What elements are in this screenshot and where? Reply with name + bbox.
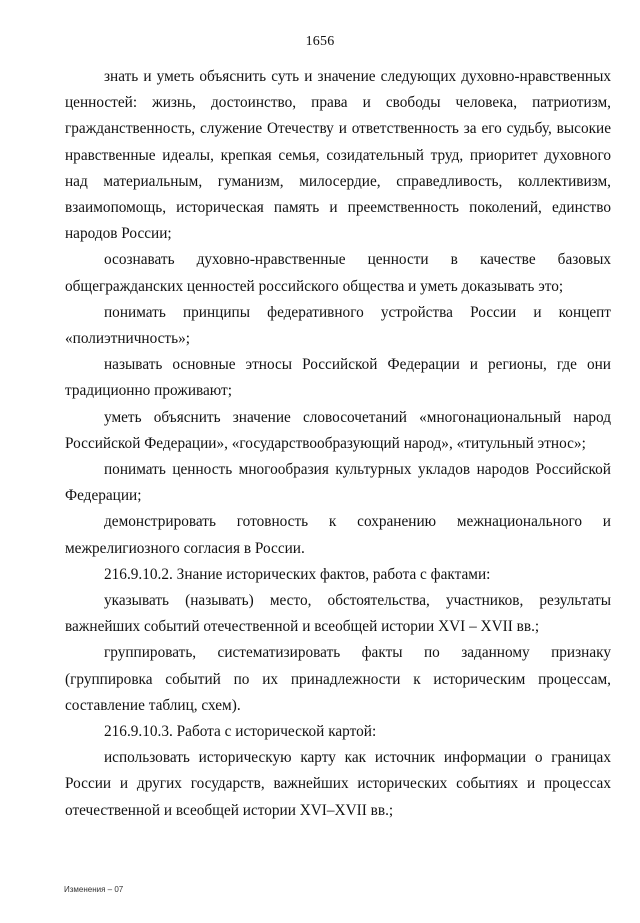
paragraph-phrases-meaning: уметь объяснить значение словосочетаний «многонациональный народ Российской Федерации», «государствообразующий народ», «титульный этнос»; [65,408,611,452]
document-body [65,64,611,824]
paragraph-events: указывать (называть) место, обстоятельства, участников, результаты важнейших событий отечественной и всеобщей истории XVI – XVII вв.; [65,592,611,636]
paragraph-cultural-diversity: понимать ценность многообразия культурных укладов народов Российской Федерации; [65,461,611,505]
paragraph-grouping-facts: группировать, систематизировать факты по заданному признаку (группировка событий по их принадлежности к историческим процессам, составление таблиц, схем). [65,644,611,714]
section-heading-historical-facts: 216.9.10.2. Знание исторических фактов, работа с фактами: [104,565,491,583]
paragraph-spiritual-values: осознавать духовно-нравственные ценности в качестве базовых общегражданских ценностей российского общества и уметь доказывать это; [65,251,611,295]
paragraph-federative-structure: понимать принципы федеративного устройства России и концепт «полиэтничность»; [65,303,611,348]
paragraph-interethnic-harmony: демонстрировать готовность к сохранению межнационального и межрелигиозного согласия в России. [65,513,611,557]
footer-revision-note: Изменения – 07 [64,885,124,894]
paragraph-historical-map: использовать историческую карту как источник информации о границах России и других государств, важнейших исторических событиях и процессах отечественной и всеобщей истории XVI–XVII вв.; [65,749,611,819]
section-heading-historical-map: 216.9.10.3. Работа с исторической картой: [104,723,377,741]
paragraph-ethnic-groups: называть основные этносы Российской Федерации и регионы, где они традиционно проживают; [65,356,611,400]
page-number: 1656 [305,34,335,49]
paragraph-values: знать и уметь объяснить суть и значение следующих духовно-нравственных ценностей: жизнь, достоинство, права и свободы человека, патриотизм, гражданственность, служение Отечеству и ответственность за его судьбу, высокие нравственные идеалы, крепкая семья, созидательный труд, приоритет духовного над материальным, гуманизм, милосердие, справедливость, коллективизм, взаимопомощь, историческая память и преемственность поколений, единство народов России; [65,68,611,243]
